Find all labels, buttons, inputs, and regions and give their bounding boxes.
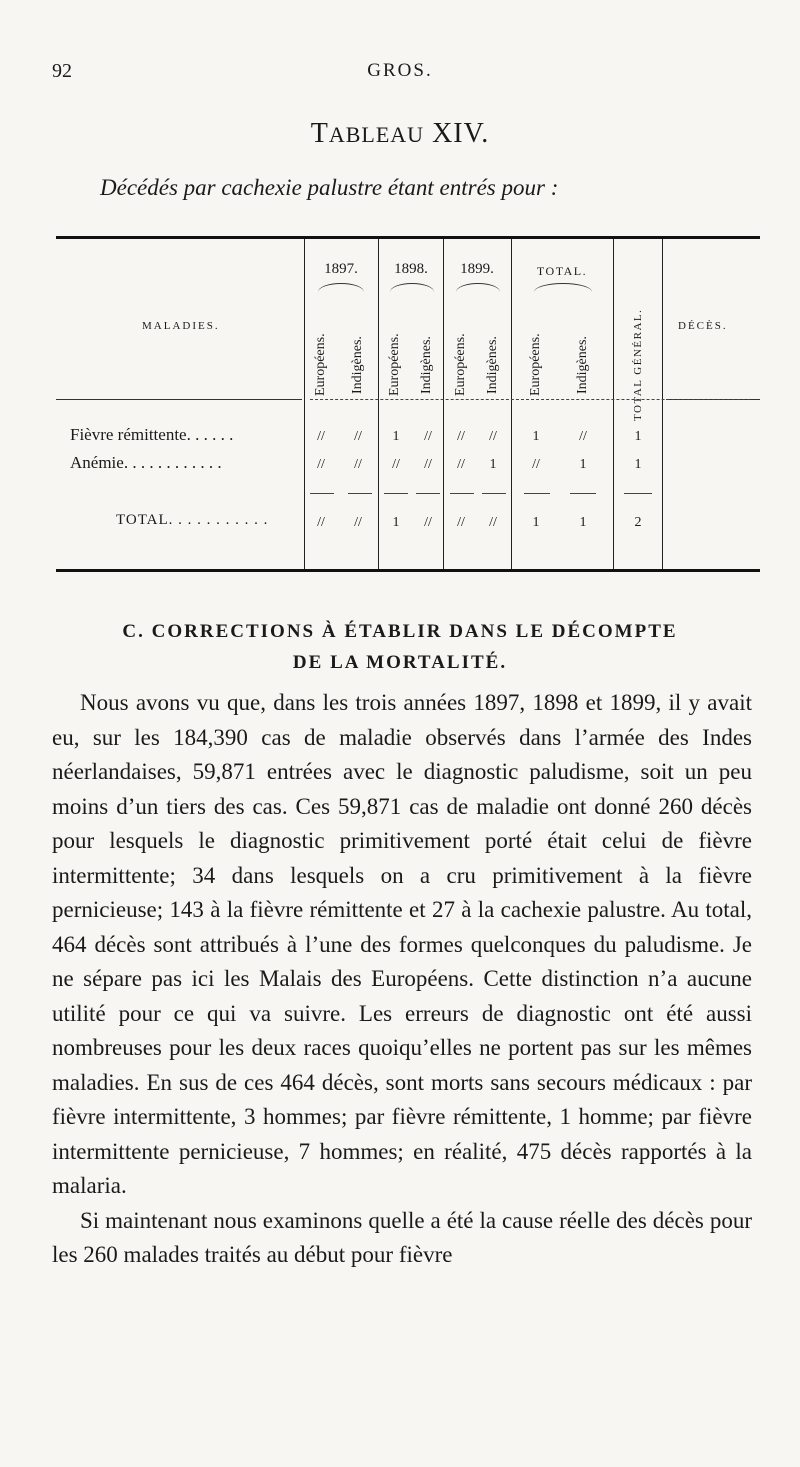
year-total: TOTAL.: [536, 264, 588, 278]
table-title-number: XIV.: [432, 118, 490, 149]
column-header-maladies: MALADIES.: [142, 320, 220, 332]
table-cell: //: [457, 457, 465, 472]
table-cell: //: [532, 457, 540, 472]
page-number: 92: [52, 60, 72, 82]
table-cell: 1: [634, 457, 642, 472]
table-cell: //: [457, 429, 465, 444]
table-title-smallcaps: ABLEAU: [328, 122, 425, 147]
table-cell: //: [392, 457, 400, 472]
subheader-europeens-1897: Européens.: [313, 333, 328, 397]
column-header-deces: DÉCÈS.: [678, 320, 728, 332]
table-title-prefix: T: [310, 118, 329, 149]
subheader-indigenes-total: Indigènes.: [575, 336, 590, 394]
section-title-line2: DE LA MORTALITÉ.: [292, 652, 508, 673]
subheader-total-general: TOTAL GÉNÉRAL.: [632, 308, 644, 422]
table-cell: 1: [634, 429, 642, 444]
table-cell: //: [424, 429, 432, 444]
running-head: GROS.: [367, 60, 433, 81]
section-title-line1: C. CORRECTIONS À ÉTABLIR DANS LE DÉCOMPTE: [122, 621, 678, 642]
table-cell: 1: [579, 457, 587, 472]
row-label-anemie: Anémie. . . . . . . . . . . .: [70, 453, 222, 472]
row-label-fievre-remittente: Fièvre rémittente. . . . . .: [70, 425, 234, 444]
subheader-indigenes-1899: Indigènes.: [485, 336, 500, 394]
row-label-total: TOTAL. . . . . . . . . . .: [116, 512, 269, 528]
table-cell: //: [354, 457, 362, 472]
year-1897: 1897.: [324, 261, 358, 277]
mortality-table: [56, 236, 760, 572]
table-cell: //: [489, 429, 497, 444]
table-cell: //: [354, 429, 362, 444]
table-cell: //: [317, 429, 325, 444]
table-cell: 1: [532, 515, 540, 530]
subheader-europeens-1898: Européens.: [387, 333, 402, 397]
body-text: [52, 686, 752, 1273]
paragraph: Si maintenant nous examinons quelle a été la cause réelle des décès pour les 260 malades traités au début pour fièvre: [52, 1207, 752, 1267]
table-cell: 1: [392, 515, 400, 530]
table-cell: //: [317, 515, 325, 530]
table-cell: //: [317, 457, 325, 472]
table-cell: //: [457, 515, 465, 530]
table-cell: //: [424, 457, 432, 472]
table-cell: 1: [489, 457, 497, 472]
table-cell: 1: [532, 429, 540, 444]
table-cell: //: [354, 515, 362, 530]
table-cell: 1: [579, 515, 587, 530]
table-cell: 1: [392, 429, 400, 444]
subheader-indigenes-1897: Indigènes.: [350, 336, 365, 394]
subheader-europeens-total: Européens.: [528, 333, 543, 397]
year-1898: 1898.: [394, 261, 428, 277]
table-cell: //: [489, 515, 497, 530]
table-title: [0, 118, 800, 150]
table-cell: //: [424, 515, 432, 530]
table-cell: //: [579, 429, 587, 444]
table-caption: Décédés par cachexie palustre étant entrés pour :: [100, 175, 559, 200]
subheader-europeens-1899: Européens.: [453, 333, 468, 397]
year-1899: 1899.: [460, 261, 494, 277]
subheader-indigenes-1898: Indigènes.: [419, 336, 434, 394]
paragraph: Nous avons vu que, dans les trois années 1897, 1898 et 1899, il y avait eu, sur les 184,390 cas de maladie observés dans l’armée des Indes néerlandaises, 59,871 entrées avec le diagnostic paludisme, soit un peu moins d’un tiers des cas. Ces 59,871 cas de maladie ont donné 260 décès pour lesquels le diagnostic primitivement porté était celui de fièvre intermittente; 34 dans lesquels on a cru primitivement à la fièvre pernicieuse; 143 à la fièvre rémittente et 27 à la cachexie palustre. Au total, 464 décès sont attribués à l’une des formes quelconques du paludisme. Je ne sépare pas ici les Malais des Européens. Cette distinction n’a aucune utilité pour ce qui va suivre. Les erreurs de diagnostic ont été aussi nombreuses pour les deux races quoiqu’elles ne portent pas sur les mêmes maladies. En sus de ces 464 décès, sont morts sans secours médicaux : par fièvre intermittente, 3 hommes; par fièvre rémittente, 1 homme; par fièvre intermittente pernicieuse, 7 hommes; en réalité, 475 décès rapportés à la malaria.: [52, 690, 752, 1198]
table-cell: 2: [634, 515, 642, 530]
